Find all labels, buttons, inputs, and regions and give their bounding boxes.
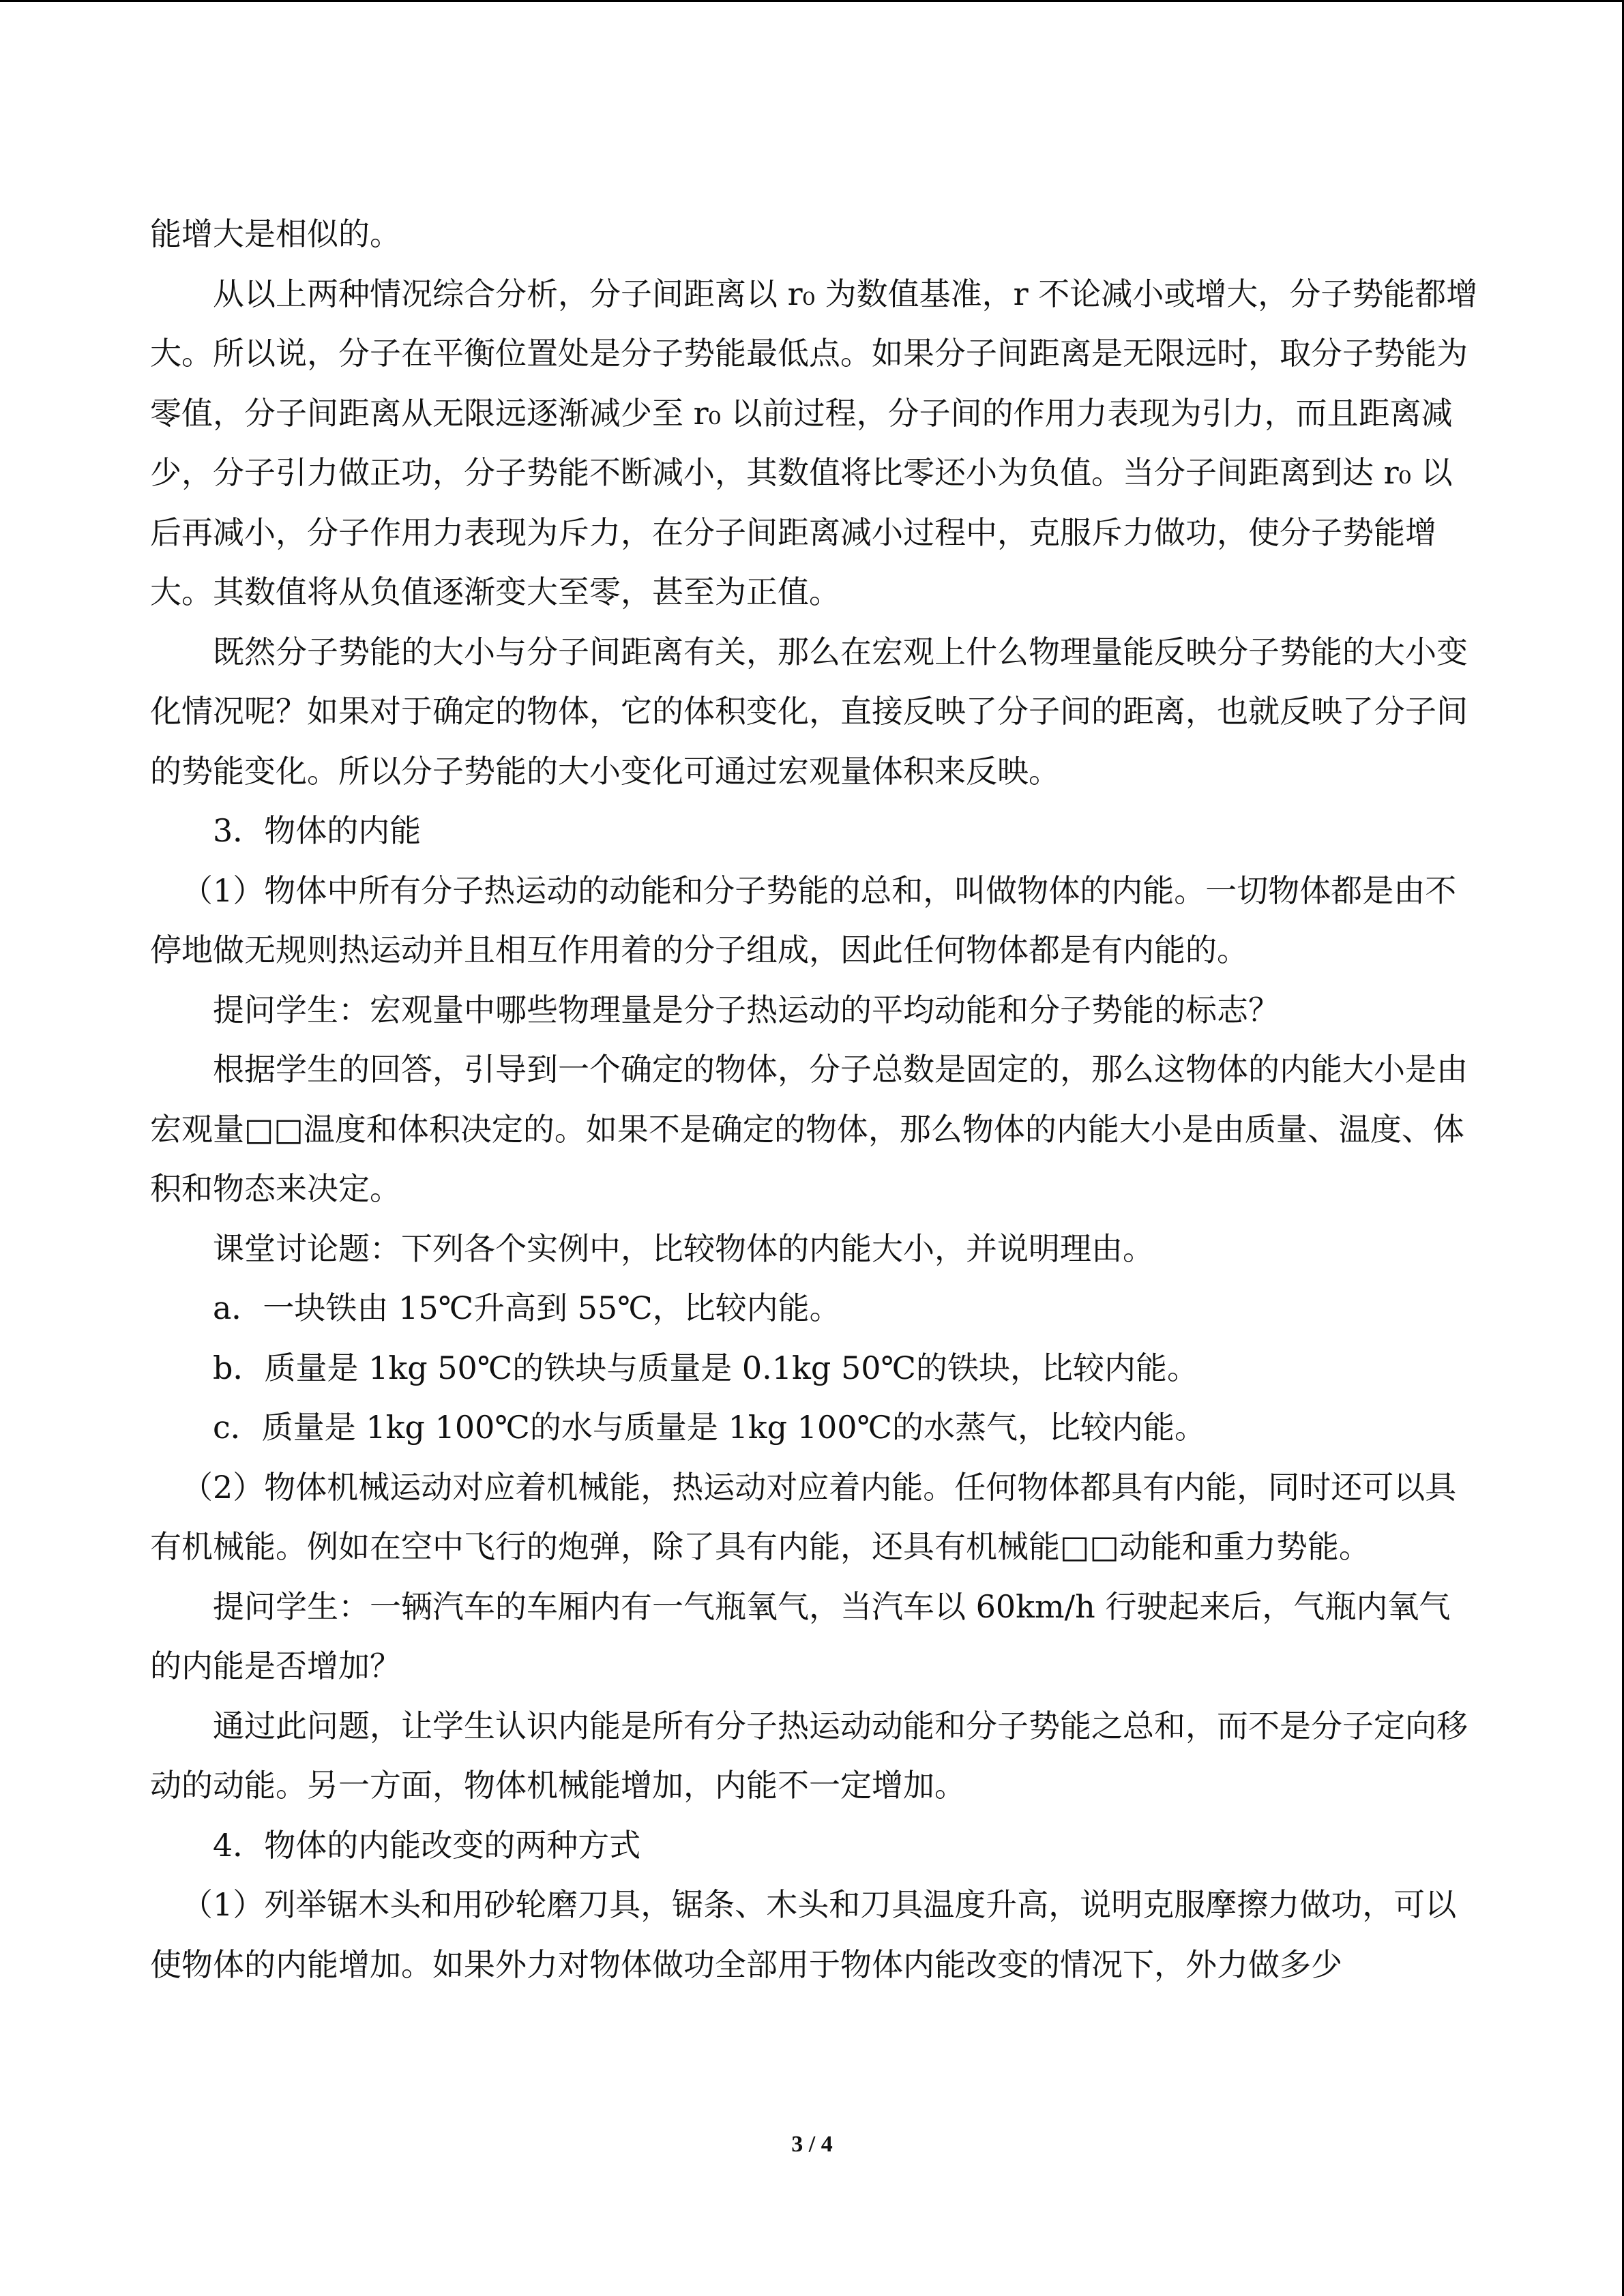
page-number: 3 / 4 [791,2132,833,2157]
paragraph-question-2: 提问学生：一辆汽车的车厢内有一气瓶氧气，当汽车以 60km/h 行驶起来后，气瓶内氧气的内能是否增加？ [150,1587,1451,1684]
paragraph-discussion-title: 课堂讨论题：下列各个实例中，比较物体的内能大小，并说明理由。 [213,1229,1154,1267]
section-heading-two-ways: 4．物体的内能改变的两种方式 [213,1826,641,1864]
paragraph-answer-guidance: 根据学生的回答，引导到一个确定的物体，分子总数是固定的，那么这物体的内能大小是由宏观量□□温度和体积决定的。如果不是确定的物体，那么物体的内能大小是由质量、温度、体积和物态来决定。 [150,1051,1468,1207]
paragraph-mechanical-vs-internal: （2）物体机械运动对应着机械能，热运动对应着内能。任何物体都具有内能，同时还可以具有机械能。例如在空中飞行的炮弹，除了具有内能，还具有机械能□□动能和重力势能。 [150,1468,1457,1565]
section-heading-internal-energy: 3．物体的内能 [213,812,422,849]
paragraph-definition-internal-energy: （1）物体中所有分子热运动的动能和分子势能的总和，叫做物体的内能。一切物体都是由不停地做无规则热运动并且相互作用着的分子组成，因此任何物体都是有内能的。 [150,871,1457,968]
paragraph-work-changes-energy: （1）列举锯木头和用砂轮磨刀具，锯条、木头和刀具温度升高，说明克服摩擦力做功，可以使物体的内能增加。如果外力对物体做功全部用于物体内能改变的情况下，外力做多少 [150,1886,1457,1983]
paragraph-question-1: 提问学生：宏观量中哪些物理量是分子热运动的平均动能和分子势能的标志？ [213,991,1280,1028]
document-body [150,205,1480,1995]
discussion-item-a: a．一块铁由 15℃升高到 55℃，比较内能。 [213,1289,841,1326]
paragraph-potential-energy-analysis: 从以上两种情况综合分析，分子间距离以 r₀ 为数值基准，r 不论减小或增大，分子势能都增大。所以说，分子在平衡位置处是分子势能最低点。如果分子间距离是无限远时，取分子势能为零值，分子间距离从无限远逐渐减少至 r₀ 以前过程，分子间的作用力表现为引力，而且距离减少，分子引力做正功，分子势能不断减小，其数值将比零还小为负值。当分子间距离到达 r₀ 以后再减小，分子作用力表现为斥力，在分子间距离减小过程中，克服斥力做功，使分子势能增大。其数值将从负值逐渐变大至零，甚至为正值。 [150,275,1478,610]
paragraph-continuation: 能增大是相似的。 [150,215,401,252]
discussion-item-b: b．质量是 1kg 50℃的铁块与质量是 0.1kg 50℃的铁块，比较内能。 [213,1349,1198,1386]
page-border-top [0,0,1624,2]
paragraph-volume-reflects-potential: 既然分子势能的大小与分子间距离有关，那么在宏观上什么物理量能反映分子势能的大小变化情况呢？如果对于确定的物体，它的体积变化，直接反映了分子间的距离，也就反映了分子间的势能变化。所以分子势能的大小变化可通过宏观量体积来反映。 [150,633,1468,790]
discussion-item-c: c．质量是 1kg 100℃的水与质量是 1kg 100℃的水蒸气，比较内能。 [213,1409,1206,1446]
paragraph-explanation: 通过此问题，让学生认识内能是所有分子热运动动能和分子势能之总和，而不是分子定向移动的动能。另一方面，物体机械能增加，内能不一定增加。 [150,1707,1468,1804]
